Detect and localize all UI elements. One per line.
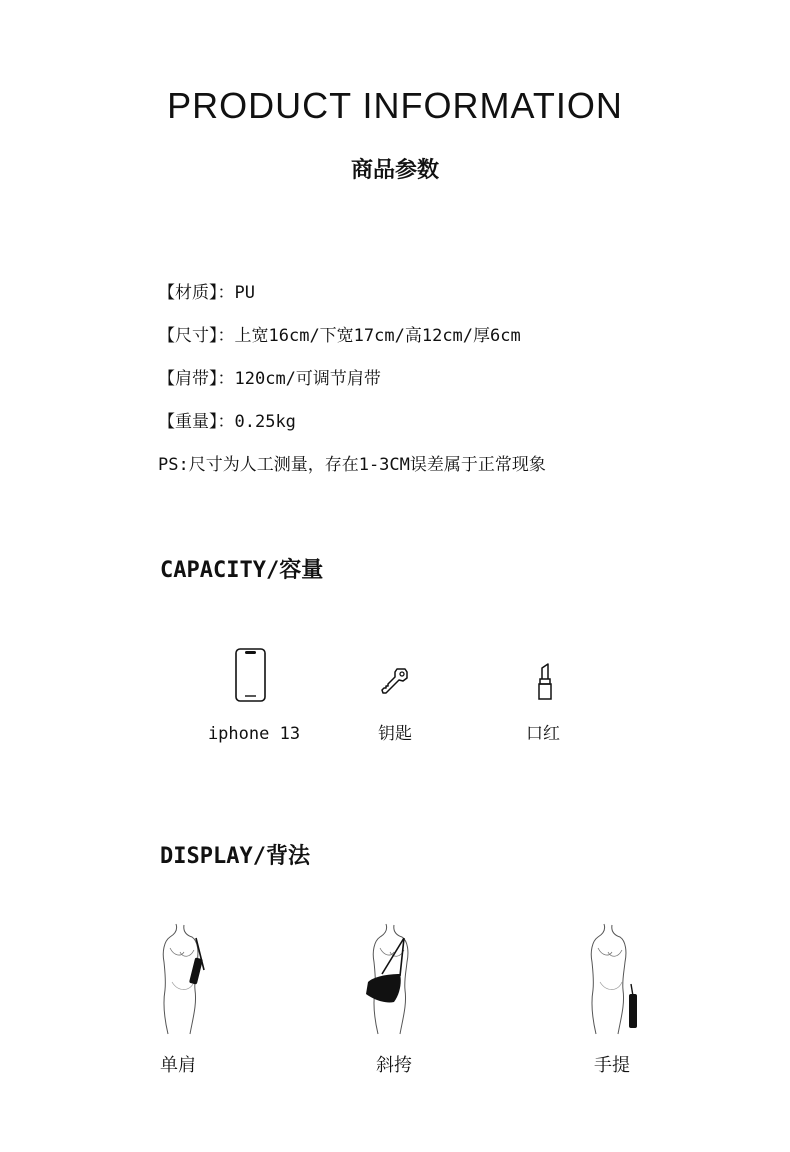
display-heading: DISPLAY/背法 <box>160 844 310 869</box>
capacity-item-label: 钥匙 <box>378 724 412 744</box>
shoulder-carry-figure <box>150 922 220 1037</box>
spec-value: 120cm/可调节肩带 <box>234 369 381 389</box>
spec-value: 0.25kg <box>234 412 296 432</box>
spec-label: 【尺寸】 <box>158 326 218 346</box>
phone-icon <box>234 648 268 702</box>
spec-value: 上宽16cm/下宽17cm/高12cm/厚6cm <box>234 326 521 346</box>
spec-note <box>158 452 718 495</box>
spec-row-size <box>158 323 718 366</box>
spec-label: 【肩带】 <box>158 369 218 389</box>
spec-separator: ： <box>217 326 235 346</box>
display-item-label: 手提 <box>594 1055 630 1076</box>
spec-row-weight <box>158 409 718 452</box>
handheld-carry-figure <box>578 922 648 1037</box>
spec-separator: ： <box>217 412 235 432</box>
spec-list <box>158 280 718 495</box>
capacity-heading: CAPACITY/容量 <box>160 558 324 583</box>
spec-label: 【重量】 <box>158 412 218 432</box>
spec-row-strap <box>158 366 718 409</box>
spec-value: PU <box>234 283 255 303</box>
capacity-item-label: iphone 13 <box>207 724 301 744</box>
lipstick-icon <box>535 662 555 702</box>
key-icon <box>378 664 412 698</box>
spec-separator: ： <box>217 369 235 389</box>
spec-label: 【材质】 <box>158 283 218 303</box>
page-subtitle: 商品参数 <box>350 158 439 183</box>
crossbody-carry-figure <box>360 922 432 1037</box>
capacity-item-label: 口红 <box>526 724 560 744</box>
spec-row-material <box>158 280 718 323</box>
display-item-label: 斜挎 <box>376 1055 412 1076</box>
page-title: PRODUCT INFORMATION <box>167 85 623 126</box>
spec-note-text: PS:尺寸为人工测量，存在1-3CM误差属于正常现象 <box>158 455 546 475</box>
display-item-label: 单肩 <box>160 1055 196 1076</box>
spec-separator: ： <box>217 283 235 303</box>
